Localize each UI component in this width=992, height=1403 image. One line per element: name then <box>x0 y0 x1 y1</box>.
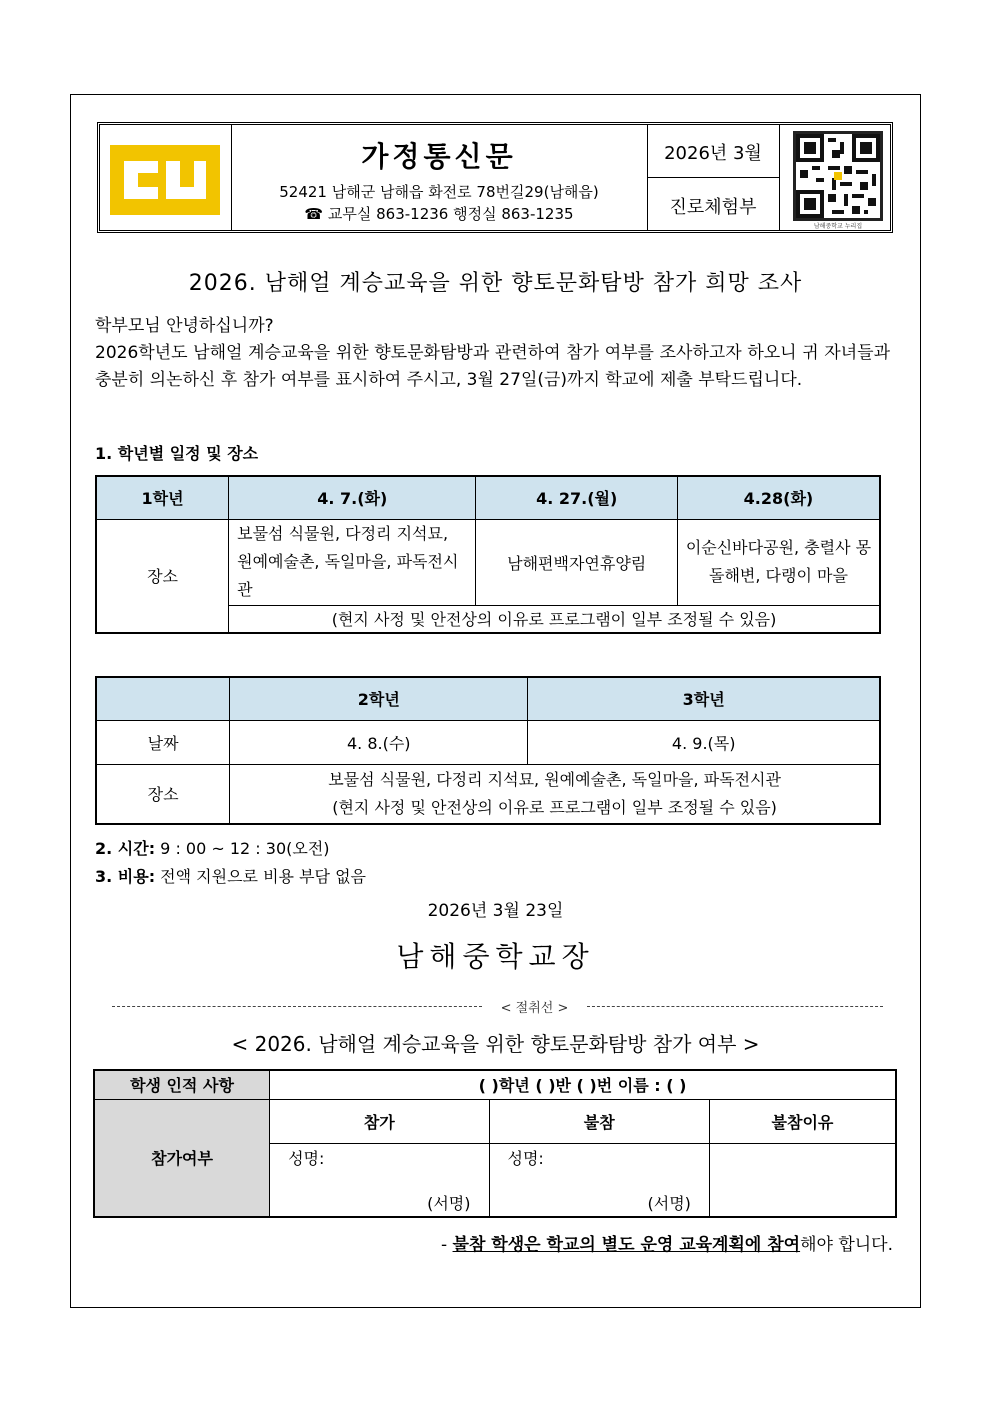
table2-place: 보물섬 식물원, 다정리 지석묘, 원예예술촌, 독일마을, 파독전시관 <box>328 769 781 789</box>
school-phone: ☎ 교무실 863-1236 행정실 863-1235 <box>304 205 574 223</box>
cutline-left <box>112 1006 482 1007</box>
participate-sign-mark: (서명) <box>427 1194 471 1213</box>
absent-reason-box[interactable] <box>709 1143 896 1217</box>
table2-date-grade3: 4. 9.(목) <box>528 720 880 764</box>
table1-place1: 보물섬 식물원, 다정리 지석묘, 원예예술촌, 독일마을, 파독전시관 <box>229 519 476 605</box>
time-label: 2. 시간: <box>95 839 156 858</box>
table1-header-date3: 4.28(화) <box>677 476 880 519</box>
table2-date-label: 날짜 <box>96 720 230 764</box>
table2-header-grade3: 3학년 <box>528 677 880 720</box>
participate-sign-label: 성명: <box>288 1148 325 1168</box>
time-info <box>95 836 330 859</box>
student-info-label: 학생 인적 사항 <box>94 1070 270 1099</box>
newsletter-header <box>97 122 893 233</box>
qr-code-icon[interactable] <box>793 131 883 221</box>
section-schedule-heading: 1. 학년별 일정 및 장소 <box>95 444 259 463</box>
table1-place2: 남해편백자연휴양림 <box>476 519 677 605</box>
notice-suffix: 해야 합니다. <box>800 1235 893 1255</box>
greeting: 학부모님 안녕하십니까? <box>95 316 274 336</box>
time-value: 9 : 00 ~ 12 : 30(오전) <box>155 839 330 858</box>
cost-label: 3. 비용: <box>95 867 156 886</box>
participation-label: 참가여부 <box>94 1099 270 1217</box>
absent-sign-mark: (서명) <box>647 1194 691 1213</box>
school-logo-icon <box>110 145 220 215</box>
student-info-field[interactable]: ( )학년 ( )반 ( )번 이름 : ( ) <box>270 1070 896 1099</box>
table1-header-date1: 4. 7.(화) <box>229 476 476 519</box>
table2-header-blank <box>96 677 230 720</box>
notice-underlined: 불참 학생은 학교의 별도 운영 교육계획에 참여 <box>452 1235 801 1255</box>
col-absent-reason: 불참이유 <box>709 1099 896 1143</box>
principal-name: 남해중학교장 <box>396 940 595 973</box>
body-paragraph: 2026학년도 남해얼 계승교육을 위한 향토문화탐방과 관련하여 참가 여부를 조사하고자 하오니 귀 자녀들과 충분히 의논하신 후 참가 여부를 표시하여 주시고, 3월 27일(금)까지 학교에 제출 부탁드립니다. <box>95 343 890 390</box>
cutline-right <box>587 1006 883 1007</box>
qr-caption: 남해중학교 누리집 <box>813 223 863 230</box>
school-logo <box>110 145 220 215</box>
cutline-label: < 절취선 > <box>500 1001 569 1016</box>
document-title: 2026. 남해얼 계승교육을 위한 향토문화탐방 참가 희망 조사 <box>188 271 803 296</box>
col-participate: 참가 <box>270 1099 489 1143</box>
school-address: 52421 남해군 남해읍 화전로 78번길29(남해읍) <box>279 183 599 201</box>
cost-info <box>95 864 366 887</box>
cost-value: 전액 지원으로 비용 부담 없음 <box>155 867 366 886</box>
form-title: < 2026. 남해얼 계승교육을 위한 향토문화탐방 참가 여부 > <box>231 1032 760 1056</box>
grade23-schedule-table <box>95 676 881 825</box>
newsletter-date: 2026년 3월 <box>664 143 762 164</box>
issue-date: 2026년 3월 23일 <box>427 901 564 921</box>
newsletter-title: 가정통신문 <box>361 140 517 173</box>
table1-note: (현지 사정 및 안전상의 이유로 프로그램이 일부 조정될 수 있음) <box>229 605 880 633</box>
col-absent: 불참 <box>489 1099 709 1143</box>
table2-note: (현지 사정 및 안전상의 이유로 프로그램이 일부 조정될 수 있음) <box>332 797 777 817</box>
notice <box>441 1230 893 1255</box>
table2-date-grade2: 4. 8.(수) <box>230 720 528 764</box>
participate-sign-box[interactable] <box>270 1143 489 1217</box>
table1-row-label: 장소 <box>96 519 229 633</box>
absent-sign-box[interactable] <box>489 1143 709 1217</box>
department: 진로체험부 <box>669 197 757 218</box>
notice-prefix: - <box>441 1235 453 1255</box>
table2-header-grade2: 2학년 <box>230 677 528 720</box>
table1-header-grade: 1학년 <box>96 476 229 519</box>
table2-place-label: 장소 <box>96 764 230 824</box>
table1-header-date2: 4. 27.(월) <box>476 476 677 519</box>
table1-place3: 이순신바다공원, 충렬사 몽돌해변, 다랭이 마을 <box>677 519 880 605</box>
participation-form <box>93 1069 897 1218</box>
grade1-schedule-table <box>95 475 881 634</box>
absent-sign-label: 성명: <box>507 1148 544 1168</box>
